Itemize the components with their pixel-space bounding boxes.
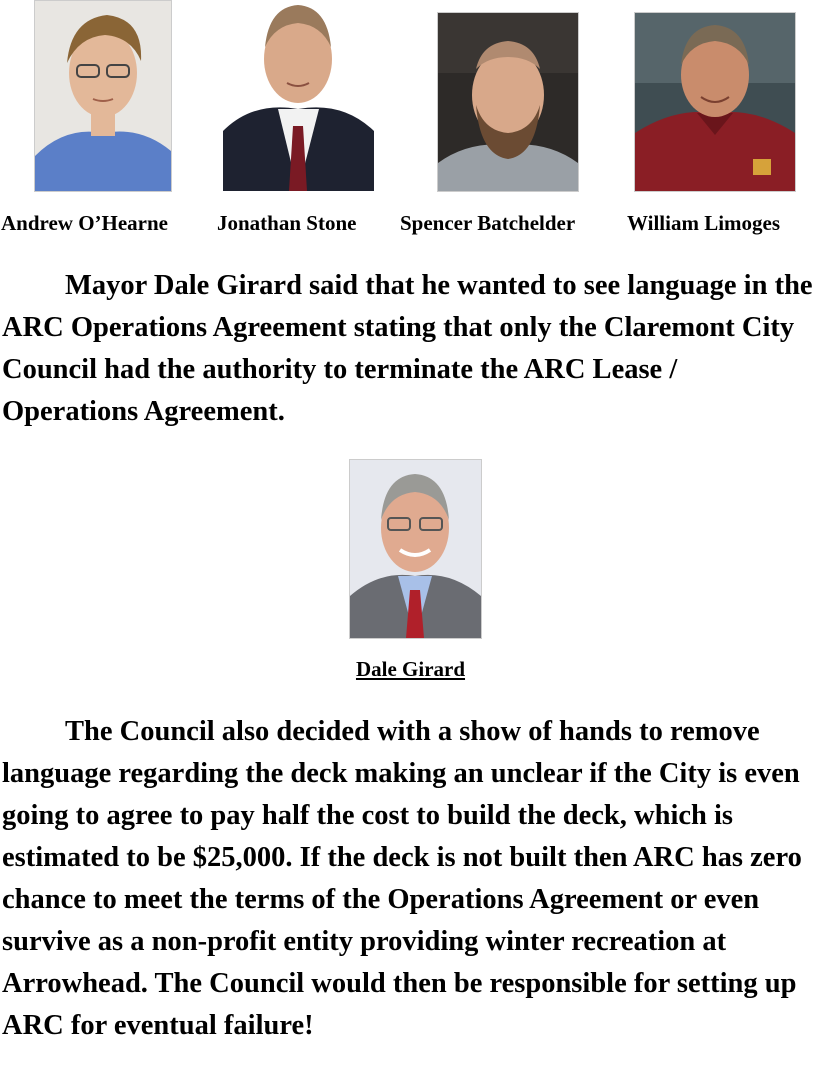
portrait-dale-girard [349, 459, 482, 639]
caption-dale-girard [0, 656, 821, 682]
portrait-andrew-ohearne-image [35, 1, 171, 191]
portrait-jonathan-stone-image [223, 1, 374, 191]
caption-spencer-batchelder: Spencer Batchelder [400, 211, 576, 235]
caption-william-limoges: William Limoges [627, 211, 781, 235]
paragraph-council-decision [2, 711, 820, 1047]
paragraph-mayor-statement-text: Mayor Dale Girard said that he wanted to see language in the ARC Operations Agreement stating that only the Claremont City Council had the authority to terminate the ARC Lease / Operations Agreement. [2, 270, 813, 427]
portrait-spencer-batchelder [437, 12, 579, 192]
portrait-dale-girard-image [350, 460, 481, 638]
portrait-andrew-ohearne [34, 0, 172, 192]
caption-andrew-ohearne: Andrew O’Hearne [1, 211, 169, 235]
portrait-jonathan-stone [222, 0, 375, 192]
caption-dale-girard-text: Dale Girard [355, 657, 466, 681]
portrait-william-limoges-image [635, 13, 795, 191]
caption-jonathan-stone: Jonathan Stone [217, 211, 357, 235]
paragraph-mayor-statement [2, 265, 820, 433]
paragraph-council-decision-text: The Council also decided with a show of hands to remove language regarding the deck making an unclear if the City is even going to agree to pay half the cost to build the deck, which is estimated to be $25,000. If the deck is not built then ARC has zero chance to meet the terms of the Operations Agreement or even survive as a non-profit entity providing winter recreation at Arrowhead. The Council would then be responsible for setting up ARC for eventual failure! [2, 716, 802, 1041]
portrait-william-limoges [634, 12, 796, 192]
portrait-spencer-batchelder-image [438, 13, 578, 191]
